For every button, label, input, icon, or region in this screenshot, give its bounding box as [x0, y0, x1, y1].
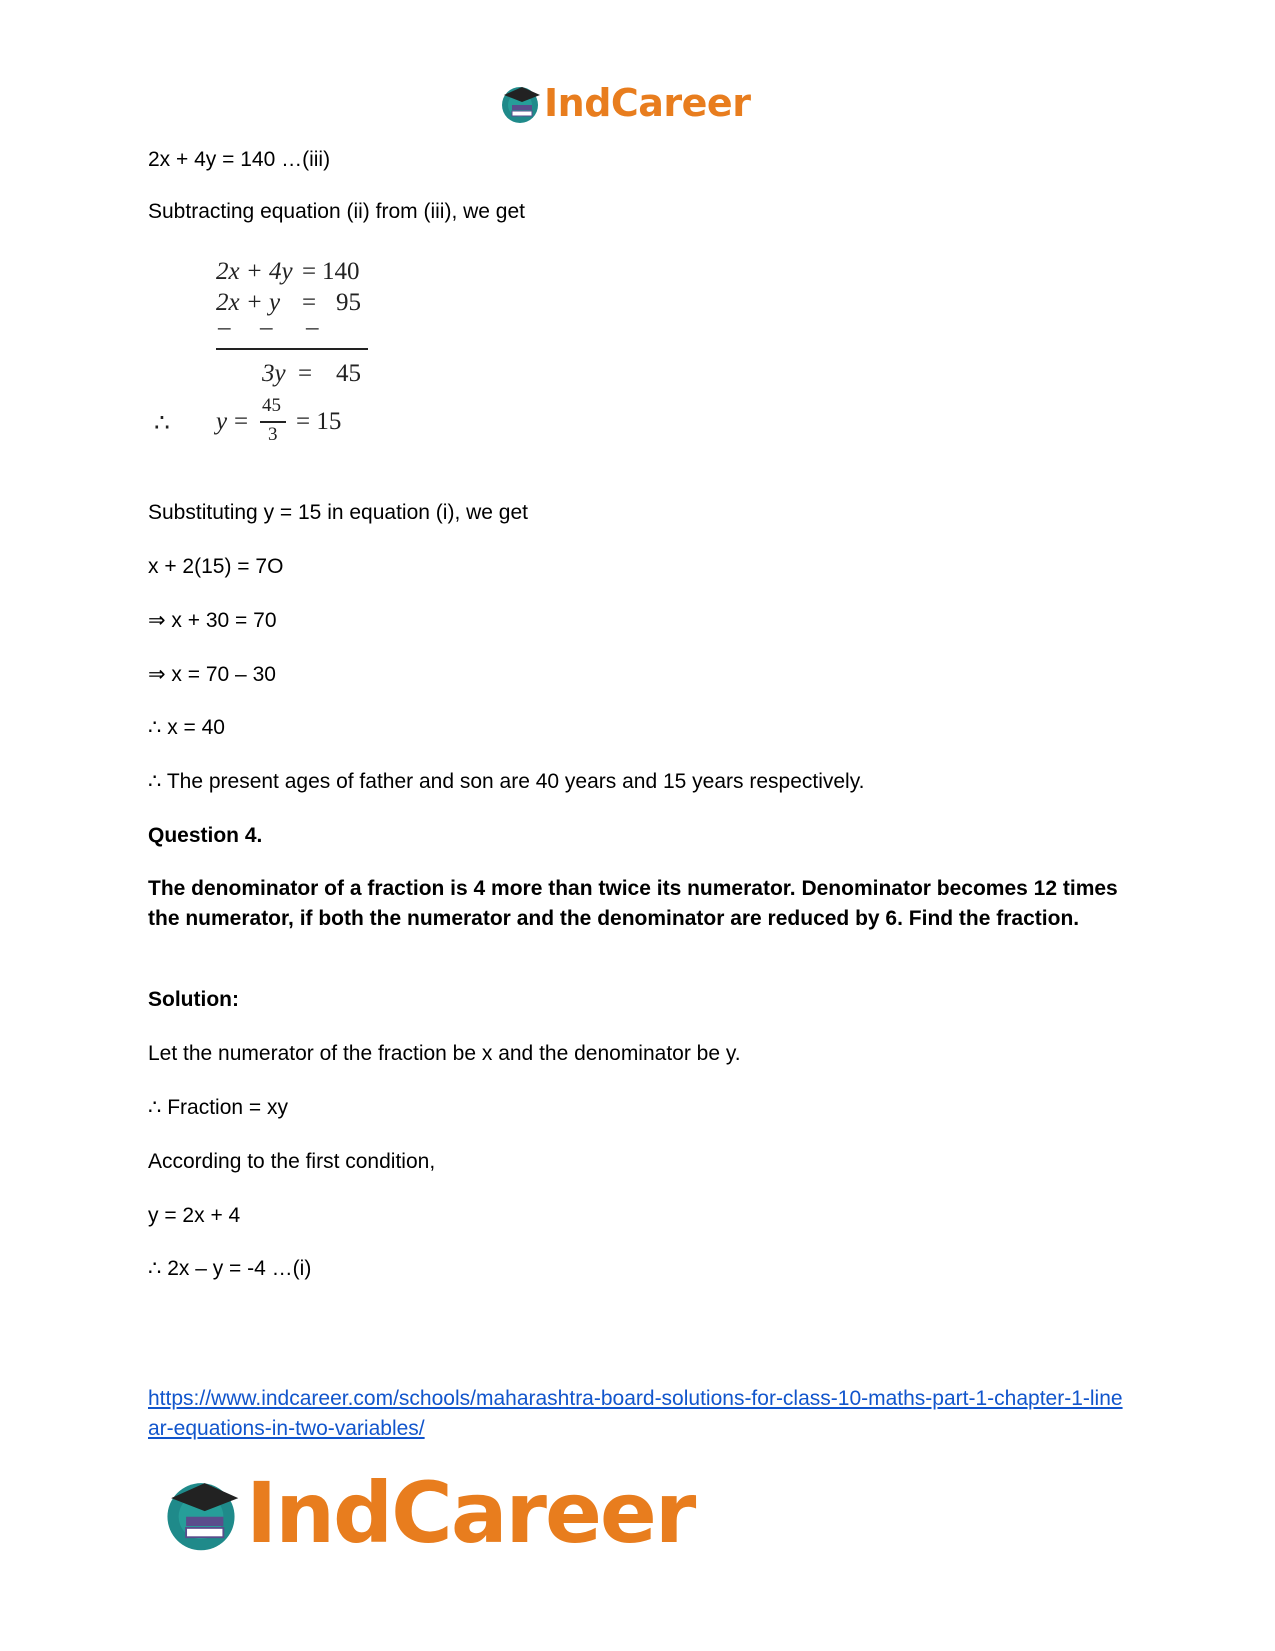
calc-row1-lhs: 2x + 4y — [216, 258, 293, 285]
conclusion-text: ∴ The present ages of father and son are 40 years and 15 years respectively. — [148, 770, 865, 793]
calc-sign-2: – — [260, 314, 273, 341]
solution-line-1: Let the numerator of the fraction be x and the denominator be y. — [148, 1042, 741, 1065]
calc-underline — [216, 348, 368, 350]
calc-row3-rhs: 45 — [336, 360, 361, 387]
brand-name: IndCareer — [544, 81, 751, 125]
calc-row2-eq: = — [302, 289, 317, 316]
footer-logo — [160, 1464, 695, 1562]
calc-sign-3: – — [306, 314, 319, 341]
source-link[interactable]: https://www.indcareer.com/schools/maharashtra-board-solutions-for-class-10-maths-part-1-chapter-1-linear-equations-in-two-variables/ — [148, 1387, 1123, 1440]
header-logo — [498, 80, 750, 126]
calc-row3-lhs: 3y — [262, 360, 286, 387]
solution-title: Solution: — [148, 988, 239, 1011]
graduation-globe-icon — [160, 1472, 242, 1554]
equation-iii: 2x + 4y = 140 …(iii) — [148, 148, 331, 171]
calc-fraction-num: 45 — [262, 395, 281, 416]
calc-row4-result: = 15 — [296, 408, 342, 435]
calc-therefore: ∴ — [154, 410, 170, 437]
elimination-calculation — [150, 258, 550, 478]
solution-line-5: ∴ 2x – y = -4 …(i) — [148, 1257, 312, 1280]
calc-sign-1: – — [218, 314, 231, 341]
calc-fraction-den: 3 — [268, 424, 278, 445]
step-implies-1: ⇒ x + 30 = 70 — [148, 609, 277, 632]
calc-row1-eq: = — [302, 258, 317, 285]
solution-line-3: According to the first condition, — [148, 1150, 436, 1173]
calc-row3-eq: = — [298, 360, 313, 387]
question-title: Question 4. — [148, 824, 263, 847]
brand-name: IndCareer — [246, 1464, 695, 1562]
solution-line-4: y = 2x + 4 — [148, 1204, 241, 1227]
substituting-text: Substituting y = 15 in equation (i), we get — [148, 501, 528, 524]
subtracting-text: Subtracting equation (ii) from (iii), we get — [148, 200, 525, 223]
question-text: The denominator of a fraction is 4 more than twice its numerator. Denominator becomes 12 times the numerator, if both the numerator and the denominator are reduced by 6. Find the fraction. — [148, 877, 1118, 930]
calc-row1-rhs: 140 — [322, 258, 360, 285]
calc-row2-lhs: 2x + y — [216, 289, 281, 316]
calc-row2-rhs: 95 — [336, 289, 361, 316]
step-substitution: x + 2(15) = 7O — [148, 555, 284, 578]
step-implies-2: ⇒ x = 70 – 30 — [148, 663, 276, 686]
graduation-globe-icon — [498, 81, 542, 125]
calc-fraction-bar — [260, 421, 286, 423]
calc-row4-eq: = — [234, 408, 249, 435]
step-result-x: ∴ x = 40 — [148, 716, 225, 739]
solution-line-2: ∴ Fraction = xy — [148, 1096, 288, 1119]
calc-row4-lhs: y — [216, 408, 228, 435]
